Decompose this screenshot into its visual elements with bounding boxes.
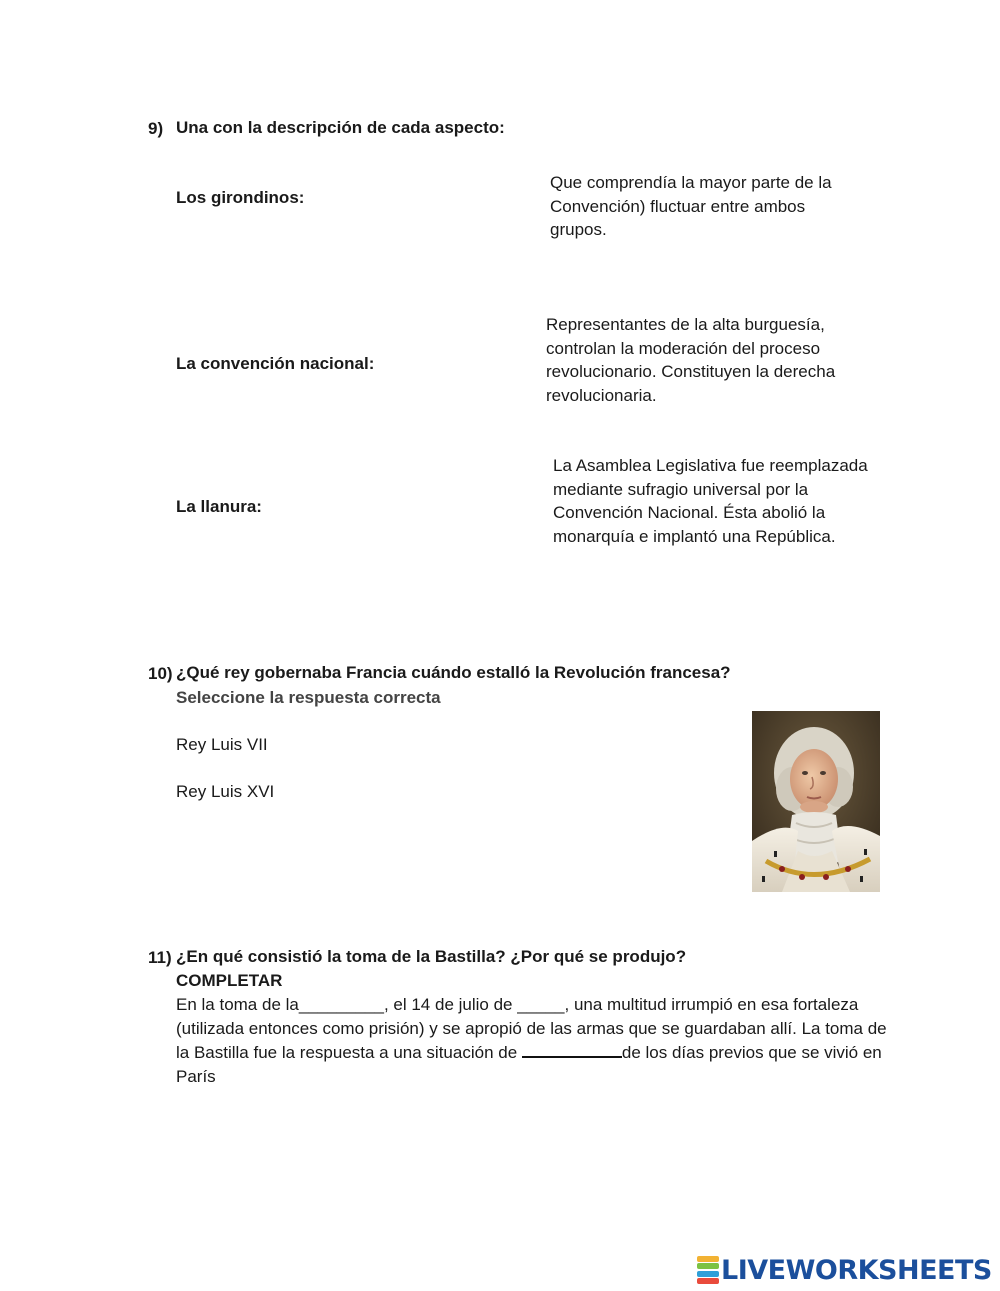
logo-bar xyxy=(697,1278,719,1284)
question-10-number: 10) xyxy=(148,664,173,683)
liveworksheets-logo xyxy=(697,1254,992,1286)
description-2-line: revolucionario. Constituyen la derecha xyxy=(546,362,836,381)
question-10-instruction: Seleccione la respuesta correcta xyxy=(176,688,441,707)
description-1-line: grupos. xyxy=(550,220,607,239)
description-1[interactable] xyxy=(550,171,832,242)
logo-bar xyxy=(697,1271,719,1277)
description-1-line: Que comprendía la mayor parte de la xyxy=(550,173,832,192)
logo-bar xyxy=(697,1256,719,1262)
term-girondinos[interactable]: Los girondinos: xyxy=(176,188,305,207)
description-2-line: Representantes de la alta burguesía, xyxy=(546,315,825,334)
option-rey-luis-vii[interactable]: Rey Luis VII xyxy=(176,735,268,754)
logo-text: LIVEWORKSHEETS xyxy=(721,1254,992,1286)
question-11-prompt: ¿En qué consistió la toma de la Bastilla? ¿Por qué se produjo? xyxy=(176,947,687,966)
fill-blank-1[interactable]: _________ xyxy=(298,995,384,1014)
king-portrait-image xyxy=(752,711,880,892)
description-2-line: revolucionaria. xyxy=(546,385,657,405)
question-10-prompt: ¿Qué rey gobernaba Francia cuándo estalló la Revolución francesa? xyxy=(176,663,731,682)
description-3[interactable] xyxy=(553,454,868,548)
fill-blank-3[interactable] xyxy=(522,1042,622,1058)
term-convencion-nacional[interactable]: La convención nacional: xyxy=(176,354,375,373)
paragraph-text: de los días previos que se vivió en París xyxy=(176,1043,882,1086)
logo-bar xyxy=(697,1263,719,1269)
question-11-instruction: COMPLETAR xyxy=(176,971,283,990)
description-3-line: mediante sufragio universal por la xyxy=(553,479,809,499)
fill-blank-2[interactable]: _____ xyxy=(517,995,565,1014)
description-3-line: monarquía e implantó una República. xyxy=(553,526,836,546)
king-portrait-painting xyxy=(752,711,880,892)
description-3-line: Convención Nacional. Ésta abolió la xyxy=(553,503,826,522)
paragraph-text: En la toma de la xyxy=(176,995,299,1014)
question-9-number: 9) xyxy=(148,119,164,138)
description-3-line: La Asamblea Legislativa fue reemplazada xyxy=(553,456,868,475)
question-11-number: 11) xyxy=(148,948,172,967)
option-rey-luis-xvi[interactable]: Rey Luis XVI xyxy=(176,782,275,801)
question-9-prompt: Una con la descripción de cada aspecto: xyxy=(176,118,505,137)
logo-mark-icon xyxy=(697,1256,719,1284)
description-2[interactable] xyxy=(546,313,835,407)
description-2-line: controlan la moderación del proceso xyxy=(546,338,821,358)
question-11-paragraph xyxy=(176,993,896,1089)
paragraph-text: , una multitud irrumpió en esa fortaleza (utilizada entonces como prisión) y se apropió de las armas que se guardaban allí. La toma de la Bastilla fue la respuesta a una situación de xyxy=(176,995,887,1062)
description-1-line: Convención) fluctuar entre ambos xyxy=(550,196,806,216)
term-llanura[interactable]: La llanura: xyxy=(176,497,262,516)
paragraph-text: , el 14 de julio de xyxy=(383,995,518,1014)
